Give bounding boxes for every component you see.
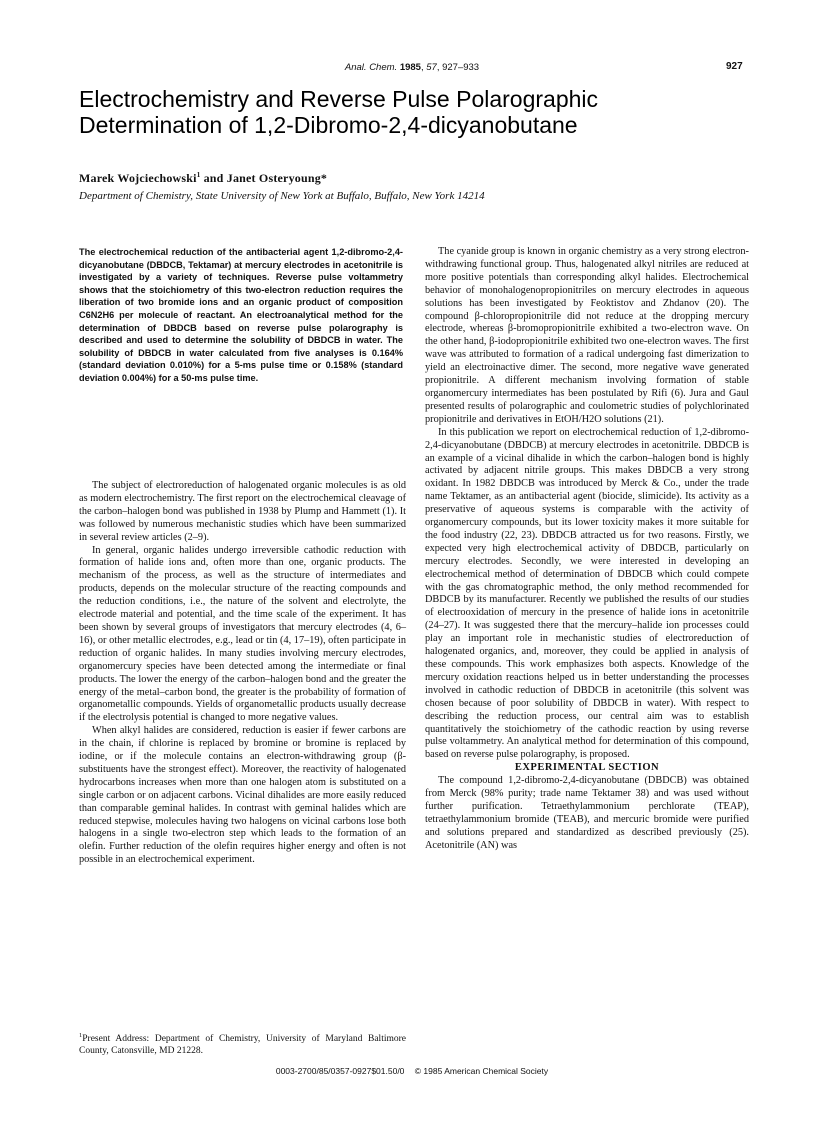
section-heading: EXPERIMENTAL SECTION <box>514 762 660 774</box>
journal-year: 1985 <box>399 62 421 73</box>
paragraph: When alkyl halides are considered, reduction is easier if fewer carbons are in the chain, if chlorine is replaced by bromine or bromine is replaced by iodine, or if the molecule contains an electron-withdrawing group (β-substituents have the strongest effect). Moreover, the reactivity of halogenated hydrocarbons increases when more than one halogen atom is substituted on a single carbon or on adjacent carbons. Vicinal dihalides are more easily reduced than comparable geminal halides. In contrast with geminal halides which are reduced stepwise, molecules having two halogens on vicinal carbons lose both halogens in a single two-electron step which leads to the formation of an olefin. Further reduction of the olefin requires higher energy and often is not possible in an electrochemical experiment. <box>79 725 406 866</box>
footnote <box>79 1030 406 1057</box>
paragraph: In general, organic halides undergo irreversible cathodic reduction with formation of halide ions and, often more than one, organic products. The mechanism of the process, as well as the structure of intermediates and products, depends on the molecular structure of the reacting compounds and the reduction conditions, i.e., the nature of the solvent and electrolyte, the electrode material and potential, and the time scale of the experiment. It has been shown by several groups of investigators that mercury electrodes (4, 6–16), or other metallic electrodes, e.g., lead or tin (4, 17–19), often participate in reduction of organic halides. In many studies involving mercury electrodes, organomercury species have been detected among the intermediate or final products. The lower the energy of the carbon–halogen bond and the greater the energy of the metal–carbon bond, the greater is the probability of formation of organometallic compounds. Yields of organometallic products usually decrease if the electrolysis potential is changed to more negative values. <box>79 544 406 724</box>
copyright-notice: © 1985 American Chemical Society <box>414 1066 549 1076</box>
author-rest: and Janet Osteryoung* <box>200 171 328 185</box>
paragraph: The subject of electroreduction of halogenated organic molecules is as old as modern electrochemistry. The first report on the electrochemical cleavage of the carbon–halogen bond was published in 1938 by Plump and Hammett (1). It was followed by numerous mechanistic studies which have been summarized in several review articles (2–9). <box>79 480 406 543</box>
journal-name: Anal. Chem. <box>344 62 398 73</box>
author-first: Marek Wojciechowski <box>79 171 197 185</box>
affiliation: Department of Chemistry, State University of New York at Buffalo, Buffalo, New York 14214 <box>79 190 485 202</box>
abstract: The electrochemical reduction of the antibacterial agent 1,2-dibromo-2,4-dicyanobutane (DBDCB, Tektamar) at mercury electrodes in acetonitrile is investigated by a variety of techniques. Reverse pulse voltammetry shows that the stoichiometry of this two-electron reduction requires the liberation of two bromide ions and an organic product of composition C6N2H6 per molecule of reactant. An electroanalytical method for the determination of DBDCB based on reverse pulse polarography is described and used to determine the solubility of DBDCB in water. The solubility of DBDCB in water calculated from five analyses is 0.164% (standard deviation 0.010%) for a 5-ms pulse time or 0.158% (standard deviation 0.004%) for a 50-ms pulse time. <box>79 247 403 383</box>
author-footnote-mark: 1 <box>196 171 201 179</box>
left-column <box>79 480 406 867</box>
right-column <box>425 246 749 853</box>
paragraph: The compound 1,2-dibromo-2,4-dicyanobutane (DBDCB) was obtained from Merck (98% purity; trade name Tektamer 38) and was used without further purification. Tetraethylammonium perchlorate (TEAP), tetraethylammonium bromide (TEAB), and mercuric bromide were purified and solutions prepared and standardized as described previously (25). Acetonitrile (AN) was <box>425 775 749 851</box>
article-title: Electrochemistry and Reverse Pulse Polarographic Determination of 1,2-Dibromo-2,4-dicyanobutane <box>79 86 599 138</box>
journal-pages: , 927–933 <box>436 62 480 73</box>
paragraph: In this publication we report on electrochemical reduction of 1,2-dibromo-2,4-dicyanobutane (DBDCB) at mercury electrodes in acetonitrile. DBDCB is an example of a vicinal dihalide in which the carbon–halogen bond is highly activated by adjacent nitrile groups. This makes DBDCB a very strong oxidant. In 1982 DBDCB was introduced by Merck & Co., under the trade name Tektamer, as an antibacterial agent (biocide, slimicide). Its activity as a preservative of aqueous systems is comparable with the activity of organomercury compounds, but its lower toxicity makes it more suitable for the food industry (22, 23). DBDCB attracted us for two reasons. Firstly, we expected very high electrochemical activity of DBDCB, particularly on mercury electrodes. Secondly, we were interested in developing an electrochemical method of determination of DBDCB which could compete with the gas chromatographic method, the only method recommended for DBDCB by its manufacturer. Recently we published the results of our studies of electrooxidation of mercury in the presence of halide ions in acetonitrile (24–27). It was suggested there that the mercury–halide ion processes could play an important role in mechanistic studies of electroreduction of halogenated organics, and, moreover, they could be applied in analysis of these compounds. This work emphasizes both aspects. Knowledge of the mercury oxidation reactions helped us in better understanding the processes involved in cathodic reduction of DBDCB in acetonitrile (this solvent was chosen because of poor solubility of DBDCB in water). With respect to describing the reduction process, our central aim was to establish quantitatively the stoichiometry of the cathodic reaction by using reverse pulse voltammetry. An analytical method for determination of this compound, based on reverse pulse polarography, is proposed. <box>425 426 749 761</box>
footnote-text: Present Address: Department of Chemistry, University of Maryland Baltimore County, Catonsville, MD 21228. <box>79 1034 406 1056</box>
footnote-mark: 1 <box>79 1032 83 1039</box>
page-footer <box>0 1066 824 1076</box>
page-number: 927 <box>726 61 743 72</box>
journal-volume: 57 <box>426 62 437 73</box>
paragraph: The cyanide group is known in organic chemistry as a very strong electron-withdrawing functional group. Thus, halogenated alkyl nitriles are reduced at more positive potentials than corresponding alkyl halides. Electrochemical behavior of monohalogenopropionitriles on mercury electrodes in aqueous solutions has been investigated by Feoktistov and Zhdanov (20). The compound β-chloropropionitrile did not reduce at the dropping mercury electrode, whereas β-bromopropionitrile exhibited a two-electron wave. On the other hand, β-iodopropionitrile exhibited two one-electron waves. The first wave was attributed to formation of a radical undergoing fast dimerization to yield an electroinactive dimer. The second, more negative wave generated propionitrile. A different mechanism involving formation of stable organomercury intermediates has been postulated by Rifi (6). Jura and Gaul presented results of polarographic and coulometric studies of polychlorinated propionitrile and derivatives in EtOH/H2O solutions (21). <box>425 246 749 425</box>
copyright-code: 0003-2700/85/0357-0927$01.50/0 <box>275 1066 405 1076</box>
running-header: Anal. Chem. 1985, 57, 927–933 <box>344 62 480 73</box>
author-list <box>79 171 327 186</box>
